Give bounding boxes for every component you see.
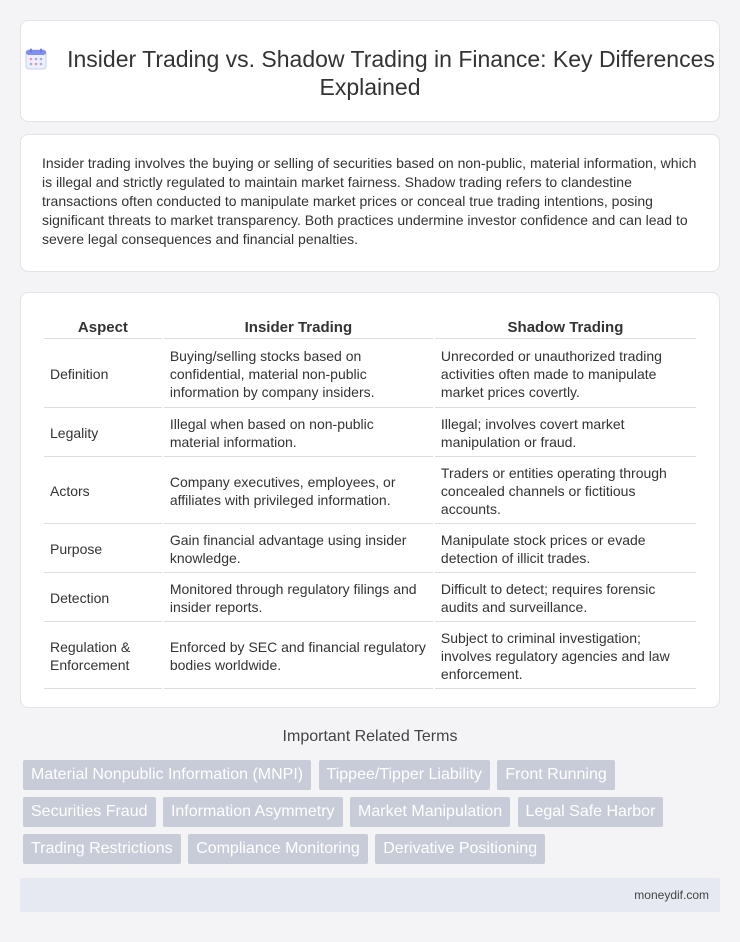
page-title [21,45,719,101]
cell-aspect: Definition [44,341,162,408]
tag-mnpi[interactable]: Material Nonpublic Information (MNPI) [23,760,311,790]
title-card [20,20,720,122]
title-wrap [21,45,719,101]
tag-market-manipulation[interactable]: Market Manipulation [350,797,510,827]
tag-legal-safe-harbor[interactable]: Legal Safe Harbor [518,797,664,827]
tag-trading-restrictions[interactable]: Trading Restrictions [23,834,181,864]
cell-insider: Illegal when based on non-public material information. [164,410,433,457]
table-row [44,624,696,689]
cell-shadow: Difficult to detect; requires forensic audits and surveillance. [435,575,696,622]
table-header-row [44,317,696,339]
cell-shadow: Illegal; involves covert market manipulation or fraud. [435,410,696,457]
cell-aspect: Actors [44,459,162,524]
footer-site-link[interactable]: moneydif.com [634,888,709,902]
page-title-text: Insider Trading vs. Shadow Trading in Finance: Key Differences Explained [67,46,715,100]
cell-insider: Buying/selling stocks based on confidential, material non-public information by company insiders. [164,341,433,408]
cell-aspect: Regulation & Enforcement [44,624,162,689]
related-terms-title: Important Related Terms [282,728,458,745]
header-aspect: Aspect [44,317,162,339]
cell-aspect: Purpose [44,526,162,573]
related-terms-tags [23,760,723,871]
header-insider-trading: Insider Trading [164,317,433,339]
cell-shadow: Subject to criminal investigation; involves regulatory agencies and law enforcement. [435,624,696,689]
comparison-table [42,315,698,691]
table-row [44,459,696,524]
cell-insider: Monitored through regulatory filings and insider reports. [164,575,433,622]
tag-compliance-monitoring[interactable]: Compliance Monitoring [188,834,368,864]
calendar-icon [25,48,47,70]
cell-insider: Company executives, employees, or affiliates with privileged information. [164,459,433,524]
tag-derivative-positioning[interactable]: Derivative Positioning [375,834,545,864]
table-row [44,341,696,408]
cell-aspect: Detection [44,575,162,622]
table-row [44,526,696,573]
tag-information-asymmetry[interactable]: Information Asymmetry [163,797,343,827]
tag-securities-fraud[interactable]: Securities Fraud [23,797,156,827]
table-row [44,575,696,622]
cell-insider: Enforced by SEC and financial regulatory bodies worldwide. [164,624,433,689]
cell-shadow: Manipulate stock prices or evade detection of illicit trades. [435,526,696,573]
cell-shadow: Traders or entities operating through concealed channels or fictitious accounts. [435,459,696,524]
table-card [20,292,720,708]
tag-row [23,760,723,797]
cell-aspect: Legality [44,410,162,457]
tag-row [23,834,723,871]
footer-bar [20,878,720,912]
intro-paragraph: Insider trading involves the buying or selling of securities based on non-public, material information, which is illegal and strictly regulated to maintain market fairness. Shadow trading refers to clandestine transactions often conducted to manipulate market prices or conceal true trading intentions, posing significant threats to market transparency. Both practices undermine investor confidence and can lead to severe legal consequences and financial penalties. [42,155,697,247]
cell-shadow: Unrecorded or unauthorized trading activities often made to manipulate market prices covertly. [435,341,696,408]
header-shadow-trading: Shadow Trading [435,317,696,339]
cell-insider: Gain financial advantage using insider knowledge. [164,526,433,573]
intro-card [20,134,720,272]
tag-row [23,797,723,834]
tag-tippee-tipper-liability[interactable]: Tippee/Tipper Liability [319,760,490,790]
tag-front-running[interactable]: Front Running [497,760,614,790]
table-row [44,410,696,457]
